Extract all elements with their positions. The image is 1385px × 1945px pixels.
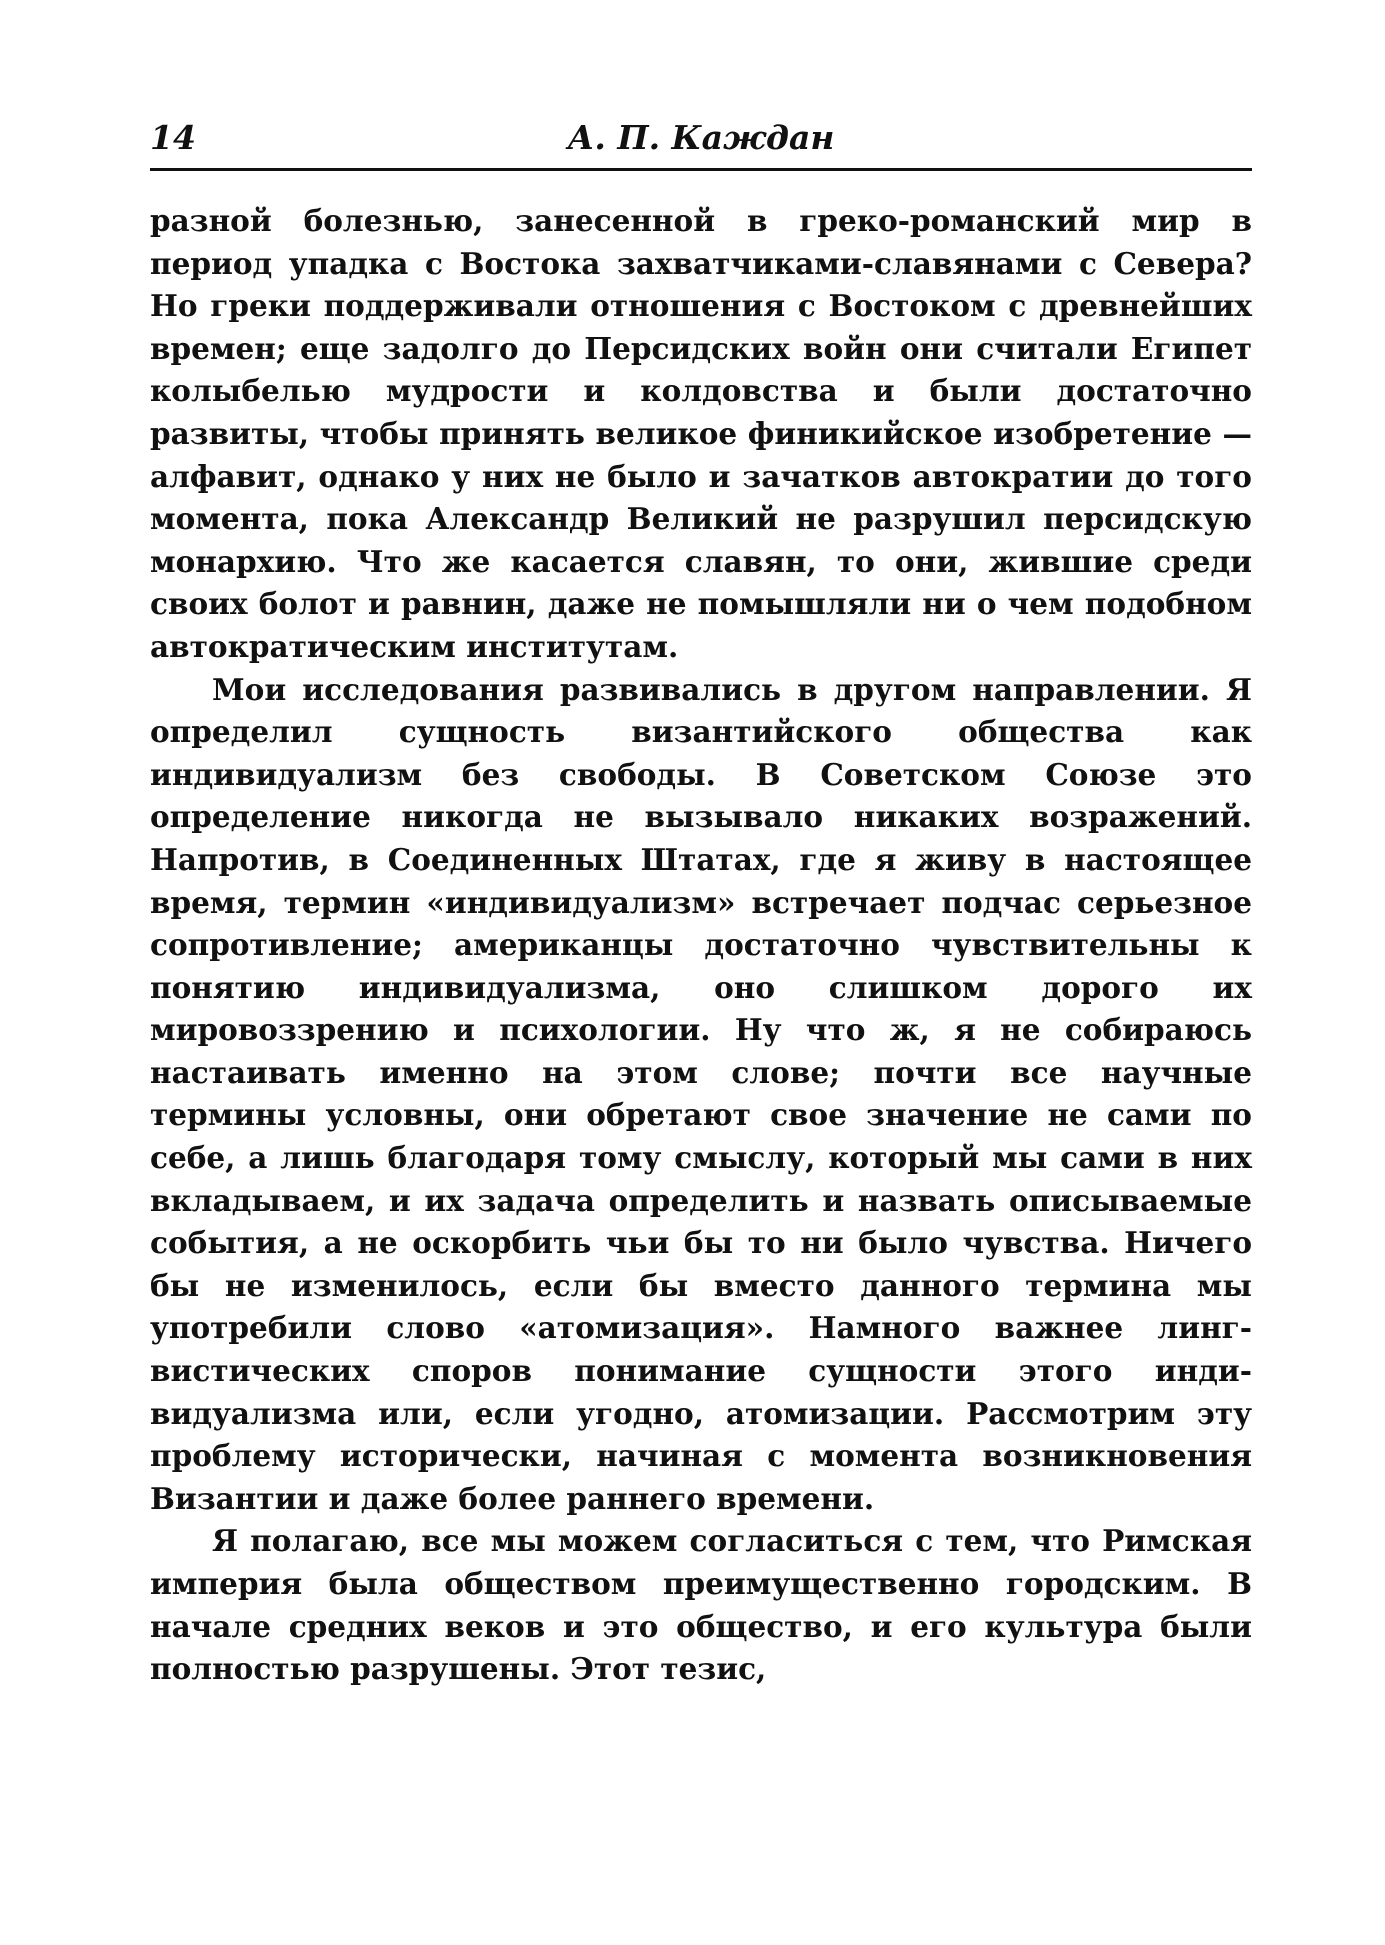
header-rule <box>150 168 1252 171</box>
running-title: А. П. Каждан <box>567 118 835 157</box>
paragraph-continuation: разной болезнью, занесенной в греко-романский мир в период упадка с Востока захватчиками-славянами с Севера? Но греки поддерживали отношения с Востоком с древнейших времен; еще задолго до Персидских войн они считали Египет колыбелью мудрости и колдовства и были достаточно развиты, чтобы принять великое финикийское изобретение — алфавит, однако у них не было и зачатков автократии до того момента, пока Александр Великий не разрушил персидскую монархию. Что же касается славян, то они, жившие среди своих болот и равнин, даже не помышляли ни о чем подобном автократическим институтам. <box>150 203 1252 664</box>
body-text <box>150 200 1252 1691</box>
paragraph-roman-empire: Я полагаю, все мы можем согласиться с тем, что Римская империя была обществом преимущественно городским. В начале средних веков и это общество, и его культура были полностью разрушены. Этот тезис, <box>150 1523 1252 1687</box>
running-head <box>150 112 1252 164</box>
page-number: 14 <box>150 118 196 157</box>
paragraph-individualism: Мои исследования развивались в другом направлении. Я определил сущность византийского общества как индивидуализм без свободы. В Советском Союзе это определение никогда не вызывало никаких возражений. Напротив, в Соединенных Штатах, где я живу в настоящее время, термин «индивидуализм» встречает подчас серьезное сопротивление; американцы достаточно чувствительны к понятию индивидуализма, оно слишком дорого их мировоззрению и психологии. Ну что ж, я не собираюсь настаивать именно на этом слове; почти все научные термины условны, они обретают свое значение не сами по себе, а лишь благодаря тому смыслу, который мы сами в них вкладываем, и их задача определить и назвать описываемые события, а не оскорбить чьи бы то ни было чувства. Ничего бы не изменилось, если бы вместо данного термина мы употребили слово «атомизация». Намного важнее лингвистических споров понимание сущности этого индивидуализма или, если угодно, атомизации. Рассмотрим эту проблему исторически, начиная с момента возникновения Византии и даже более раннего времени. <box>150 671 1252 1516</box>
book-page <box>150 0 1252 1945</box>
